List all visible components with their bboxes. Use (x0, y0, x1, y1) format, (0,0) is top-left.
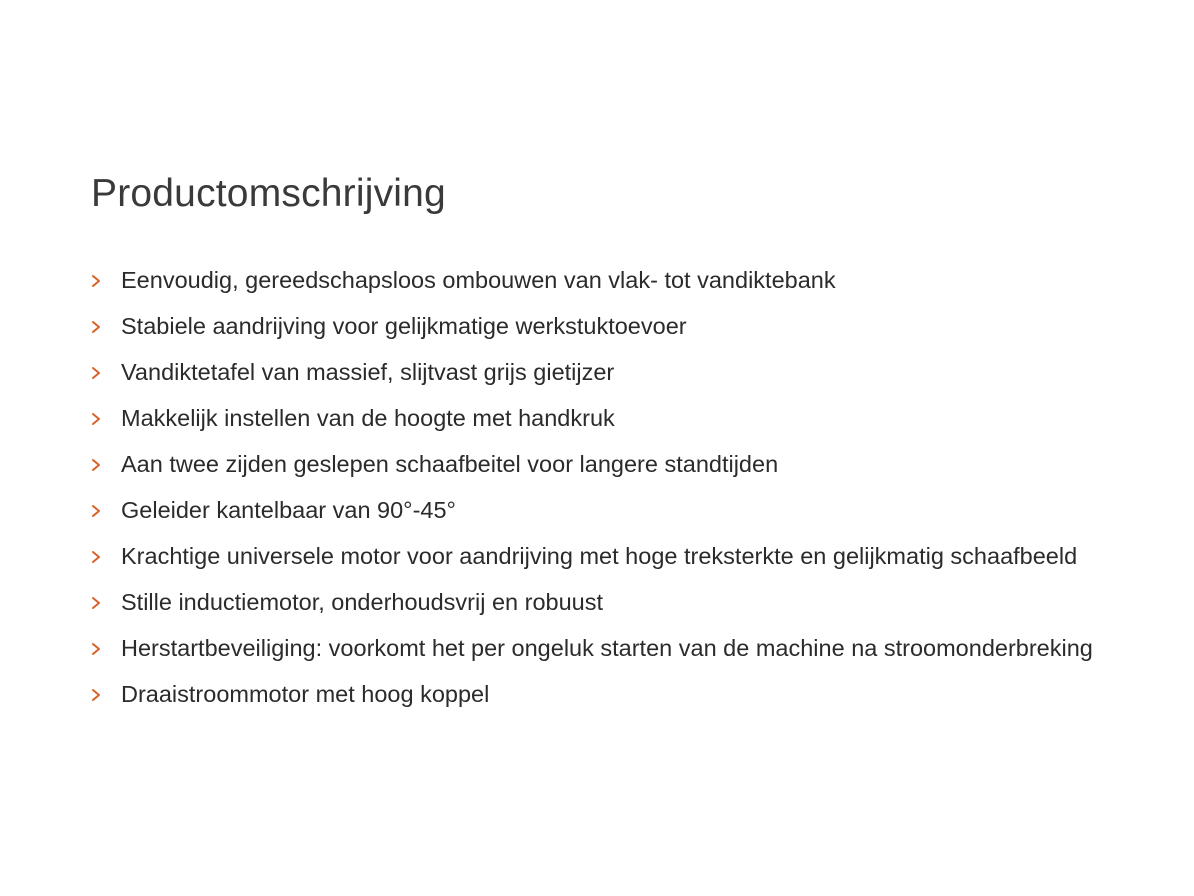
chevron-right-icon (90, 320, 102, 334)
chevron-right-icon (90, 458, 102, 472)
feature-text: Eenvoudig, gereedschapsloos ombouwen van vlak- tot vandiktebank (121, 267, 836, 293)
chevron-right-icon (90, 550, 102, 564)
list-item (88, 349, 1194, 395)
feature-text: Stabiele aandrijving voor gelijkmatige werkstuktoevoer (121, 313, 687, 339)
list-item (88, 395, 1194, 441)
feature-text: Aan twee zijden geslepen schaafbeitel voor langere standtijden (121, 451, 779, 477)
feature-text: Stille inductiemotor, onderhoudsvrij en robuust (121, 589, 604, 615)
feature-text: Makkelijk instellen van de hoogte met handkruk (121, 405, 615, 431)
feature-list (88, 257, 1194, 717)
feature-text: Draaistroommotor met hoog koppel (121, 681, 490, 707)
list-item (88, 257, 1194, 303)
chevron-right-icon (90, 688, 102, 702)
list-item (88, 625, 1194, 671)
feature-text: Krachtige universele motor voor aandrijving met hoge treksterkte en gelijkmatig schaafbeeld (121, 543, 1078, 569)
chevron-right-icon (90, 274, 102, 288)
section-title: Productomschrijving (91, 172, 446, 215)
list-item (88, 441, 1194, 487)
chevron-right-icon (90, 642, 102, 656)
list-item (88, 671, 1194, 717)
feature-text: Vandiktetafel van massief, slijtvast grijs gietijzer (121, 359, 615, 385)
feature-text: Herstartbeveiliging: voorkomt het per ongeluk starten van de machine na stroomonderbreking (121, 635, 1093, 661)
chevron-right-icon (90, 366, 102, 380)
list-item (88, 579, 1194, 625)
feature-text: Geleider kantelbaar van 90°-45° (121, 497, 456, 523)
list-item (88, 303, 1194, 349)
chevron-right-icon (90, 412, 102, 426)
chevron-right-icon (90, 596, 102, 610)
list-item (88, 487, 1194, 533)
chevron-right-icon (90, 504, 102, 518)
list-item (88, 533, 1194, 579)
